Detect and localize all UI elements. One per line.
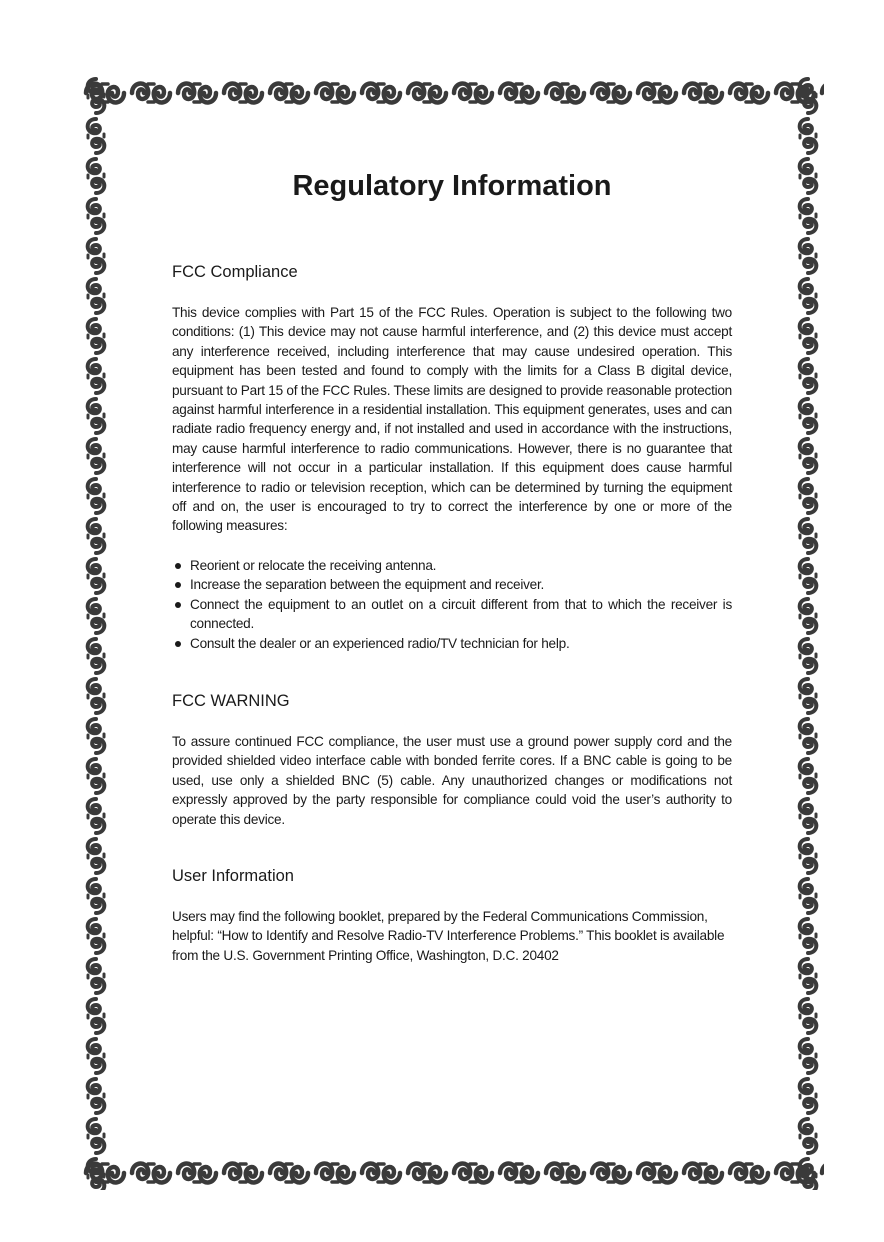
list-item-text: Connect the equipment to an outlet on a circuit different from that to which the receiver is connected. — [190, 596, 732, 632]
list-item-text: Reorient or relocate the receiving antenna. — [190, 557, 437, 573]
ornamental-border-bottom — [82, 1156, 824, 1190]
ornamental-border-top — [82, 76, 824, 110]
list-item-text: Increase the separation between the equipment and receiver. — [190, 577, 545, 593]
list-item — [172, 634, 732, 653]
section-heading-fcc-compliance: FCC Compliance — [172, 263, 298, 281]
bullet-dot-icon — [175, 563, 181, 569]
list-item — [172, 575, 732, 594]
list-item-text: Consult the dealer or an experienced radio/TV technician for help. — [190, 635, 570, 651]
ornamental-scroll-icon — [82, 1156, 824, 1190]
bullet-dot-icon — [175, 641, 181, 647]
document-content — [172, 160, 732, 965]
list-item — [172, 556, 732, 575]
fcc-compliance-paragraph: This device complies with Part 15 of the FCC Rules. Operation is subject to the following two conditions: (1) This device may not cause harmful interference, and (2) this device must accept any interference received, including interference that may cause undesired operation. This equipment has been tested and found to comply with the limits for a Class B digital device, pursuant to Part 15 of the FCC Rules. These limits are designed to provide reasonable protection against harmful interference in a residential installation. This equipment generates, uses and can radiate radio frequency energy and, if not installed and used in accordance with the instructions, may cause harmful interference to radio communications. However, there is no guarantee that interference will not occur in a particular installation. If this equipment does cause harmful interference to radio or television reception, which can be determined by turning the equipment off and on, the user is encouraged to try to correct the interference by one or more of the following measures: — [172, 305, 732, 534]
section-heading-user-information: User Information — [172, 866, 294, 885]
bullet-dot-icon — [175, 602, 181, 608]
ornamental-border-right — [794, 76, 824, 1190]
user-information-paragraph: Users may find the following booklet, prepared by the Federal Communications Commission, helpful: “How to Identify and Resolve Radio-TV Interference Problems.” This booklet is available from the U.S. Government Printing Office, Washington, D.C. 20402 — [172, 908, 725, 963]
ornamental-scroll-icon — [82, 76, 824, 110]
list-item — [172, 595, 732, 634]
fcc-warning-paragraph: To assure continued FCC compliance, the user must use a ground power supply cord and the provided shielded video interface cable with bonded ferrite cores. If a BNC cable is going to be used, use only a shielded BNC (5) cable. Any unauthorized changes or modifications not expressly approved by the party responsible for compliance could void the user’s authority to operate this device. — [172, 733, 732, 827]
page-title: Regulatory Information — [292, 170, 612, 202]
ornamental-scroll-icon — [82, 76, 110, 1190]
bullet-dot-icon — [175, 582, 181, 588]
ornamental-scroll-icon — [794, 76, 824, 1190]
interference-measures-list — [172, 556, 732, 653]
section-heading-fcc-warning: FCC WARNING — [172, 691, 290, 710]
ornamental-border-left — [82, 76, 110, 1190]
